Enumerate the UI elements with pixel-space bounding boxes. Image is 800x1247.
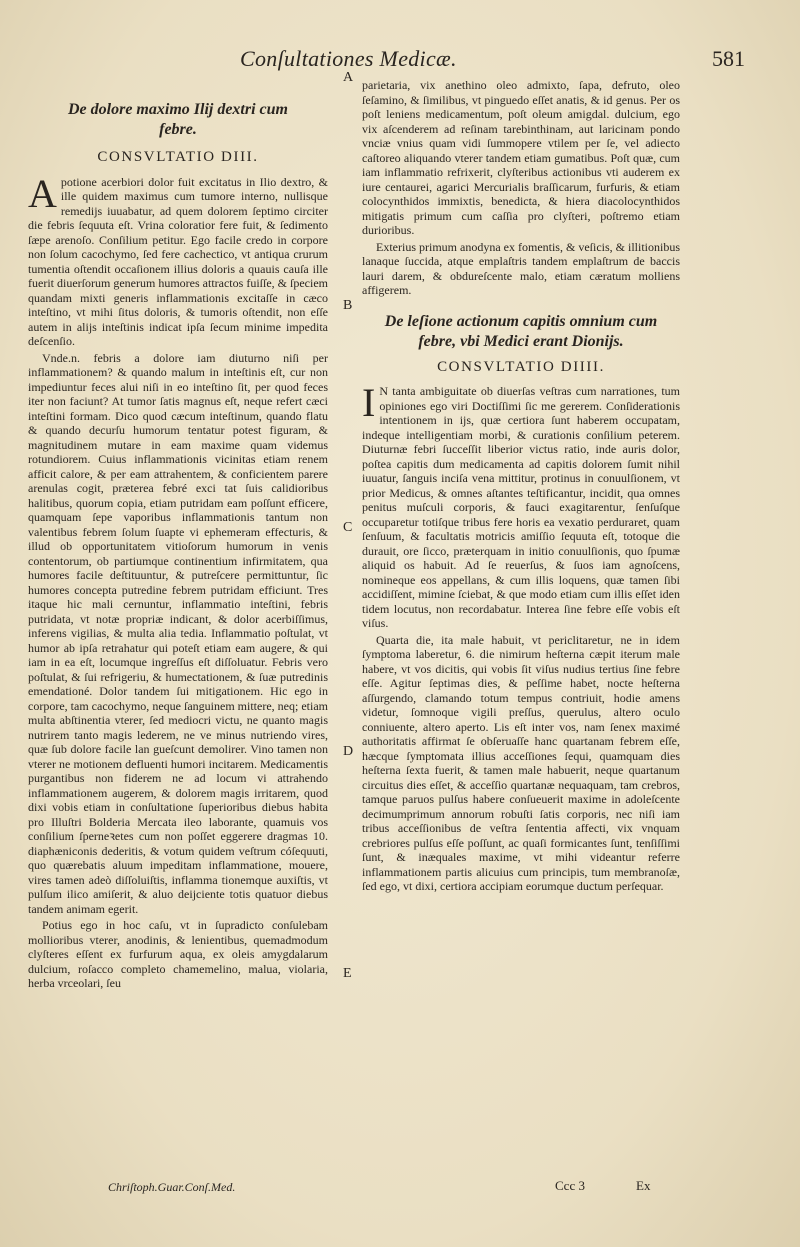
drop-capital: I xyxy=(362,380,376,425)
paragraph: Exterius primum anodyna ex fomentis, & veſicis, & illitionibus lanaque ſuccida, atque emplaſtris tandem emplaſtrum de baccis lauri darem, & obdureſcente malo, etiam cæratum molliens affigerem. xyxy=(362,239,680,297)
margin-marker-c: C xyxy=(343,520,353,535)
consultation-heading: De leſione actionum capitis omnium cum febre, vbi Medici erant Dionijs. xyxy=(384,312,658,350)
margin-marker-b: B xyxy=(343,298,353,313)
signature-mark: Ccc 3 xyxy=(555,1178,585,1193)
paragraph: Quarta die, ita male habuit, vt periclitaretur, ne in idem ſymptoma laberetur, 6. die nimirum heſterna cæpit iterum male habere, vt vos dicitis, qui vobis ſit viſus nudius tertius ſine febre eſſe. Agitur ſeptimas dies, & peſſime habet, nocte heſterna aſſurgendo, clamando totum tempus contriuit, hodie amens videtur, ſomnoque vigili preſſus, querulus, altero oculo conniuente, altero aperto. Lis eſt inter vos, nam ſenex maximé authoritatis affirmat ſe obſeruaſſe hanc quartanam febrem eſſe, hæcque ſymptomata illius acceſſiones ſequi, quamquam dies heſterna ſexta fuerit, & tamen male habuerit, neque quartanum circuitus dies eſſet, & acceſſio quartanæ nequaquam, tam crebros, tamque paruos pulſus habere conſueuerit maxime in adoleſcente decimumprimum annorum robuſti ſatis corporis, nec niſi iam tribus acceſſionibus de veſtra ſententia affecti, vix vnquam crebriores pulſus eſſe poſſunt, ac quaſi formicantes ſunt, tenſiſſimi ſunt, & inæquales maxime, vt mihi videantur referre inflammationem partis alicuius cum principis, tum membranoſæ, ſed ego, vt dixi, certiora accipiam eorumque ductum perſequar. xyxy=(362,632,680,893)
paragraph: Potius ego in hoc caſu, vt in ſupradicto conſulebam mollioribus vterer, anodinis, & lenientibus, quemadmodum clyſteres eſſent ex furfurum aqua, ex oleis amygdalarum dulcium, roſacco completo chamemelino, malua, violaria, herba vrceolari, ſeu xyxy=(28,918,328,990)
margin-marker-a: A xyxy=(343,70,354,85)
page-number: 581 xyxy=(712,46,745,71)
consultation-title: CONSVLTATIO DIIII. xyxy=(437,358,605,375)
footer-catchword-left: Chriſtoph.Guar.Conſ.Med. xyxy=(108,1180,236,1194)
footer-catchword-right: Ex xyxy=(636,1178,651,1193)
right-column xyxy=(362,78,680,896)
running-head: Conſultationes Medicæ. xyxy=(240,46,457,71)
margin-marker-d: D xyxy=(343,744,354,759)
margin-marker-e: E xyxy=(343,966,352,981)
left-column xyxy=(28,78,328,993)
paragraph: I N tanta ambiguitate ob diuerſas veſtras cum narrationes, tum opiniones ego viri Doctiſſimi ſic me gererem. Conſiderationis intentionem in ijs, quæ certiora ſunt haberem occupatam, indeque intelligentiam morbi, & curationis conſilium peterem. Diuturnæ febri ſucceſſit liberior victus ratio, inde auris dolor, poſtea capitis dum medicamenta ad capitis dolorem ſumit nihil iuuatur, ſanguis inciſa vena mittitur, protinus in conuulſionem, vt prior Medicus, & omnes aſtantes teſtificantur, incidit, qua omnes penitus muſculi corporis, & fauci exagitarentur, ſenſuſque occuparetur totiſque tribus fere horis ea vexatio perduraret, quam ſenſuum, & facultatis motricis amiſſio ſequuta eſt, totoque die durauit, ore ſicco, præterquam in initio conuulſionis, quo ſpumæ aliquid os habuit. Ad ſe reuerſus, & ſuos iam agnoſcens, nomineque eos appellans, & cum illis loquens, quæ tamen ſibi accidiſſent, mimine ſciebat, & que modo etiam cum illis eſſet iden tidem locutus, non recordabatur. Interea ſine febre eſſe vobis eſt viſus. xyxy=(362,380,680,630)
paragraph: Apotione acerbiori dolor fuit excitatus in Ilio dextro, & ille quidem maximus cum tumore interno, nullisque remedijs iuuabatur, ad quem dolorem ſeptimo circiter die febris ſequuta eſt. Vrina coloratior fere fuit, & ſedimento ſæpe arenoſo. Conſilium petitur. Ego facile credo in corpore non ſolum cacochymo, ſed fere cachectico, vt antiqua crurum tumentia oſtendit occaſionem illius doloris a quauis cauſa ille fuerit diuerſorum generum humores attractos fuiſſe, & ſpeciem quandam mixti generis inflammationis excitaſſe in cæco inteſtino, vt mihi ſitus doloris, & tumoris oſtendit, non eſſe autem in alijs inteſtinis indicat ipſa ſecum minime impedita deſcenſio. xyxy=(28,170,328,348)
paragraph: Vnde.n. febris a dolore iam diuturno niſi per inflammationem? & quando malum in inteſtinis eſt, cur non impediuntur feces alui niſi in eo inteſtino ſit, per quod feces iter non faciunt? At tumor ſatis magnus eſt, neque refert cæci inteſtini formam. Dico quod cæcum inteſtinum, quando flatu & quando decurſu humorum tentatur potest figuram, & magnitudinem mutare in eam maxime quam videmus rotundiorem. Cuius inflammationis vicinitas etiam renem afficit calore, & per eam attrahentem, & conficientem parere arenulas cogit, præterea febré exci tat ſuis calidioribus halitibus, quorum copia, etiam putridam eam poſſunt efficere, quamquam ſepe vaporibus inflammationis tantum non valentibus febrem ſolum ſuapte vi ephemeram effecturis, & illud ob opportunitatem vitioſorum humorum in venis contentorum, ob partiumque continentium infirmitatem, qua humores facile deſtituuntur, & putreſcere permittuntur, ſic humores concepta putredine febrem putridam efficiunt. Tres itaque hic mali cernuntur, inflammatio inteſtini, febris putridata, vt notæ propriæ indicant, & dolor acerbiſſimus, inferens vigilias, & multa alia tedia. Inflammatio poſtulat, vt humor ab ipſa retrahatur qui poteſt etiam eam augere, & qui iam in ea eſt, locumque ingreſſus eſt diſſoluatur. Febris vero poſtulat, & ſui refrigeriu, & humectationem, & ſuæ putredinis emendationé. Dolor tandem ſui mitigationem. Hic ego in corpore, tam cacochymo, neque ſanguinem mittere, neq; etiam multa abſtinentia vterer, ſed mediocri victu, ne quanto magis nutrirem tanto magis lederem, ne ve minus nutriendo vires, quæ ſub dolore facile lan gueſcunt demolirer. Vino tamen non vterer ne motionem defluenti humori incitarem. Medicamentis purgantibus non fiderem ne ad locum vi attrahendo inflammationem augerem, & dolorem magis irritarem, quod dixi vobis etiam in conſultatione ſuperioribus diebus habita pro Illuſtri Bolderia Mercata ileo laborante, quamuis vos conſilium ſperneꝛetes cum non poſſet eggerere dragmas 10. diaphæniconis dederitis, & votum quidem veſtrum cóſequuti, quo quærebatis aluum impeditam inflammatione, mouere, vires tamen adeò diſſoluiſtis, inflamma tionemque auxiſtis, vt pulſum ilico amiſerit, & aluo deijciente totis quatuor diebus tandem animam egerit. xyxy=(28,350,328,916)
paragraph: parietaria, vix anethino oleo admixto, ſapa, defruto, oleo ſeſamino, & ſimilibus, vt pinguedo eſſet anatis, & id genus. Per os poſt leniens medicamentum, poſt oleum amigdal. dulcium, ego vix aſcenderem ad reſinam tarebinthinam, aut laricinam pondo vnciæ vnius quam vidi ſummopere vtilem per ſe, vel adiecto caſtoreo aliquando vterer tandem etiam gumatibus. Poſt quæ, cum iam inflammatio refrixerit, clyſteribus actionibus vti auderem ex iure centaurei, agarici Mercurialis braſſicarum, furfuris, & etiam colocynthidos immixtis, benedicta, & hiera diacolocynthidos mitigatis primum cum caſſia pro clyſteri, poſtremo etiam durioribus. xyxy=(362,78,680,237)
consultation-title: CONSVLTATIO DIII. xyxy=(97,149,259,165)
drop-capital: A xyxy=(28,170,57,216)
consultation-heading: De dolore maximo Ilij dextri cum febre. xyxy=(68,101,288,138)
